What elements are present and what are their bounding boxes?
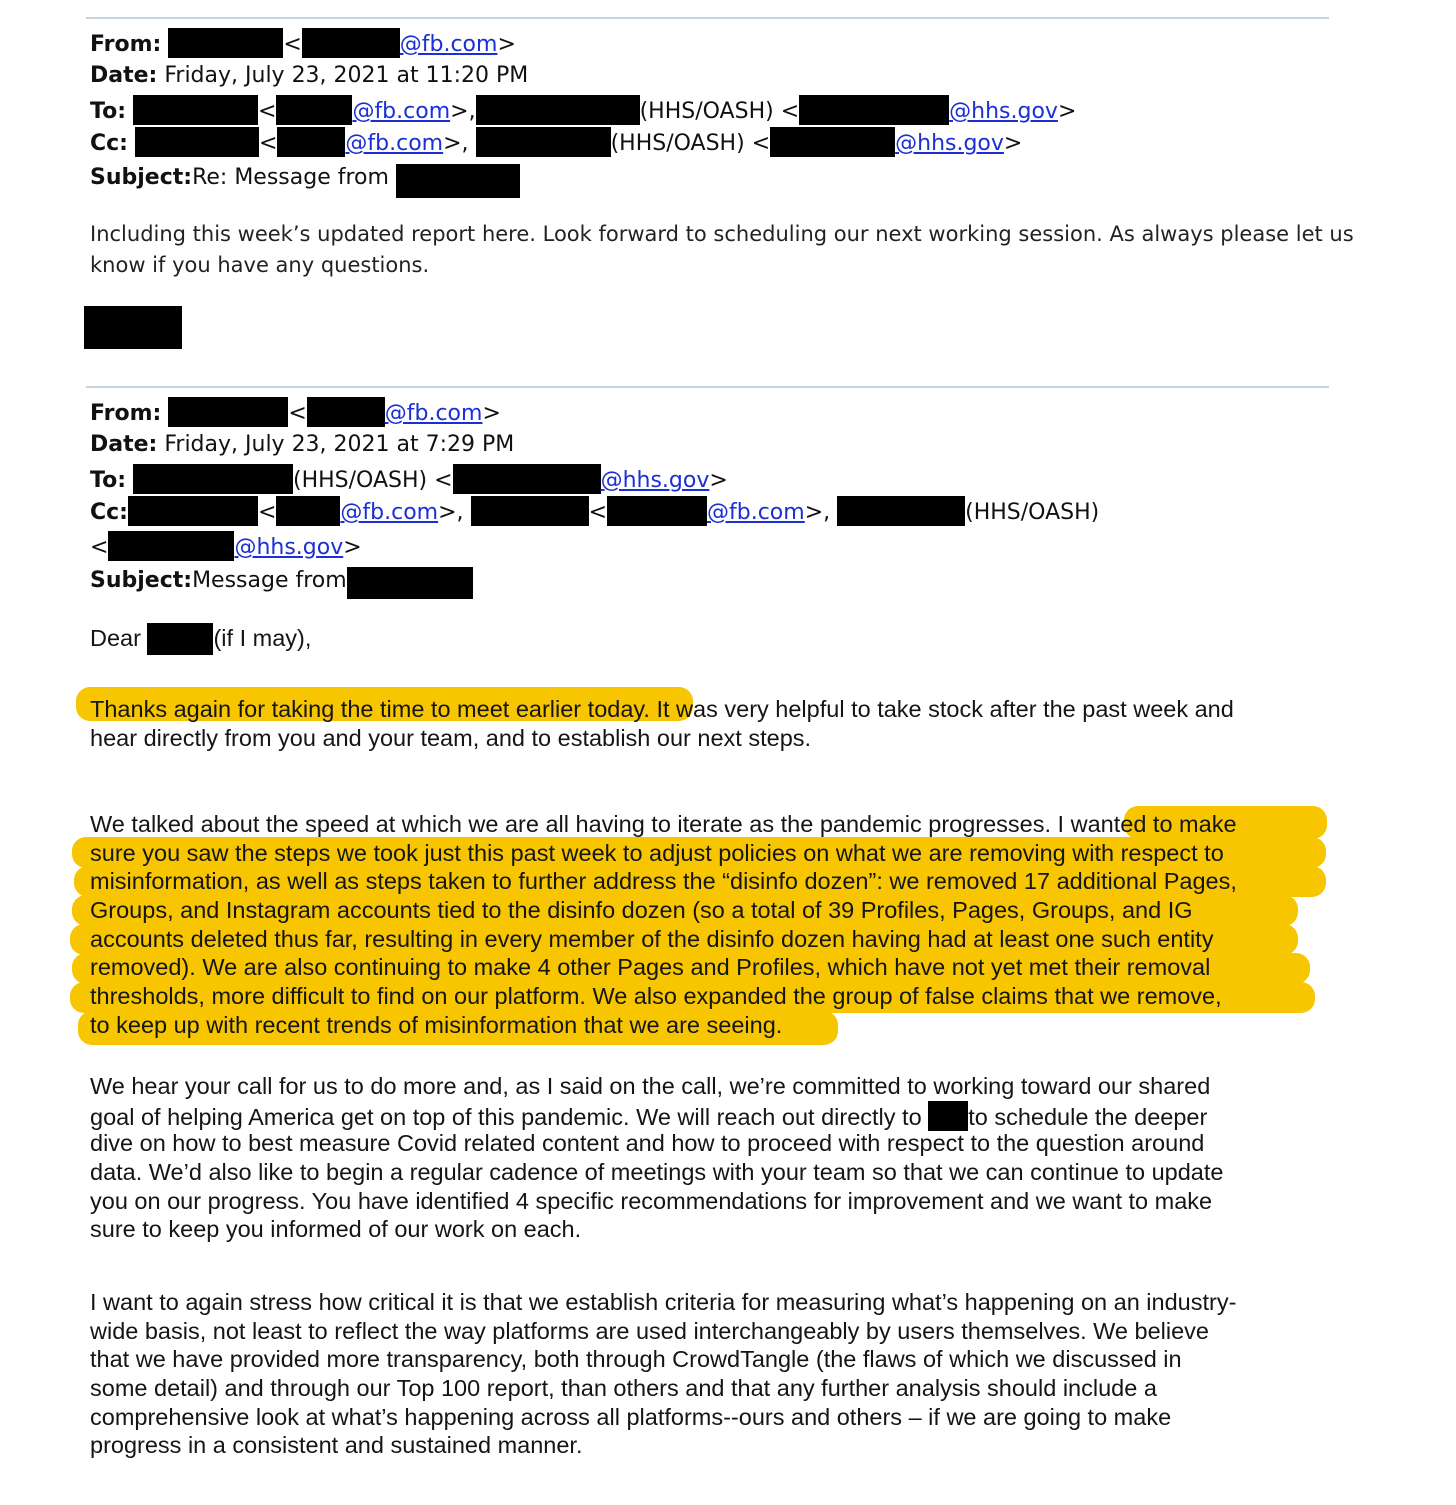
separator-rule: [86, 386, 1329, 388]
email-link[interactable]: @fb.com: [352, 99, 451, 124]
body-line: comprehensive look at what’s happening across all platforms--ours and others – if we are going to make: [90, 1403, 1172, 1430]
body-line: goal of helping America get on top of this pandemic. We will reach out directly to to schedule the deeper: [90, 1101, 1223, 1130]
redaction-block: [396, 164, 520, 198]
redaction-block: [607, 496, 707, 526]
subject-label: Subject:: [90, 568, 193, 593]
cc-label: Cc:: [90, 131, 128, 156]
body-line: dive on how to best measure Covid related content and how to proceed with respect to the question around: [90, 1130, 1205, 1157]
email1-date-line: [90, 60, 528, 92]
email2-cc-line-cont: < @hhs.gov>: [90, 531, 362, 564]
email-link[interactable]: @fb.com: [707, 500, 805, 525]
redaction-block: [476, 127, 611, 157]
separator-rule: [86, 17, 1329, 19]
email1-to-line: To: < @fb.com>, (HHS/OASH) < @hhs.gov>: [90, 95, 1076, 128]
email-link[interactable]: @fb.com: [399, 32, 498, 57]
email2-subject-line: [90, 565, 473, 599]
body-line: Groups, and Instagram accounts tied to the disinfo dozen (so a total of 39 Profiles, Pages, Groups, and IG: [90, 897, 1193, 924]
paragraph-2: [90, 810, 1237, 1040]
body-line: to keep up with recent trends of misinformation that we are seeing.: [90, 1011, 783, 1038]
email-link[interactable]: @fb.com: [345, 131, 444, 156]
body-line: wide basis, not least to reflect the way platforms are used interchangeably by users themselves. We believe: [90, 1317, 1209, 1344]
body-line: that we have provided more transparency, both through CrowdTangle (the flaws of which we discussed in: [90, 1346, 1182, 1373]
paragraph-4: [90, 1288, 1236, 1460]
email2-date-line: [90, 429, 514, 461]
redaction-block: [276, 496, 340, 526]
email2-from-line: From: < @fb.com>: [90, 397, 501, 430]
body-line: Including this week’s updated report here. Look forward to scheduling our next working session. As always please let us: [90, 222, 1354, 246]
redaction-block: [770, 127, 895, 157]
body-line: accounts deleted thus far, resulting in every member of the disinfo dozen having had at least one such entity: [90, 925, 1214, 952]
cc-label: Cc:: [90, 500, 128, 525]
redaction-block: [276, 95, 352, 125]
redaction-block: [147, 623, 213, 655]
subject-value: Message from: [192, 568, 347, 593]
email-link[interactable]: @hhs.gov: [949, 99, 1058, 124]
body-line: progress in a consistent and sustained manner.: [90, 1432, 583, 1459]
redaction-block: [347, 567, 473, 599]
email-link[interactable]: @hhs.gov: [234, 535, 344, 560]
email-link[interactable]: @fb.com: [384, 401, 483, 426]
from-label: From:: [90, 401, 162, 426]
redaction-block: [133, 95, 258, 125]
from-label: From:: [90, 32, 162, 57]
body-line: know if you have any questions.: [90, 253, 430, 277]
redaction-block: [108, 531, 234, 561]
redaction-block: [133, 464, 293, 494]
email2-to-line: To: (HHS/OASH) < @hhs.gov>: [90, 464, 728, 497]
subject-label: Subject:: [90, 165, 193, 190]
redaction-block: [135, 127, 259, 157]
body-line: you on our progress. You have identified 4 specific recommendations for improvement and we want to make: [90, 1187, 1213, 1214]
body-line: We talked about the speed at which we are all having to iterate as the pandemic progresses. I wanted to make: [90, 811, 1237, 837]
email1-cc-line: Cc: < @fb.com>, (HHS/OASH) < @hhs.gov>: [90, 127, 1022, 160]
body-line: sure you saw the steps we took just this past week to adjust policies on what we are removing with respect to: [90, 839, 1224, 866]
date-label: Date:: [90, 432, 158, 457]
body-line: misinformation, as well as steps taken to further address the “disinfo dozen”: we removed 17 additional Pages,: [90, 868, 1237, 895]
email-link[interactable]: @hhs.gov: [600, 468, 710, 493]
redaction-block: [307, 397, 385, 427]
email1-body: [90, 219, 1354, 281]
redaction-block: [453, 464, 601, 494]
redaction-block: [168, 397, 288, 427]
subject-value: Re: Message from: [192, 165, 389, 190]
redaction-block: [476, 95, 640, 125]
paragraph-1: [90, 695, 1234, 752]
email-link[interactable]: @fb.com: [340, 500, 439, 525]
greeting: Dear (if I may),: [90, 623, 311, 655]
redaction-block: [799, 95, 949, 125]
body-line: sure to keep you informed of our work on each.: [90, 1216, 582, 1243]
redaction-block: [928, 1101, 968, 1131]
redaction-block: [277, 127, 345, 157]
date-value: Friday, July 23, 2021 at 11:20 PM: [164, 63, 529, 88]
email1-from-line: From: < @fb.com>: [90, 28, 516, 61]
body-line: We hear your call for us to do more and, as I said on the call, we’re committed to working toward our shared: [90, 1073, 1211, 1099]
body-line: hear directly from you and your team, and to establish our next steps.: [90, 724, 812, 751]
redaction-block: [302, 28, 400, 58]
date-label: Date:: [90, 63, 158, 88]
redaction-block: [837, 496, 965, 526]
body-line: I want to again stress how critical it is that we establish criteria for measuring what’s happening on an industry-: [90, 1289, 1237, 1315]
redaction-block: [471, 496, 589, 526]
paragraph-3: [90, 1072, 1223, 1244]
body-line: Thanks again for taking the time to meet earlier today. It was very helpful to take stock after the past week and: [90, 696, 1234, 722]
email1-subject-line: [90, 162, 520, 198]
signature-redaction: [84, 306, 182, 349]
body-line: some detail) and through our Top 100 report, than others and that any further analysis should include a: [90, 1375, 1157, 1402]
to-label: To:: [90, 99, 126, 124]
redaction-block: [168, 28, 283, 58]
email-link[interactable]: @hhs.gov: [895, 131, 1004, 156]
email2-cc-line: Cc: < @fb.com>, < @fb.com>, (HHS/OASH): [90, 496, 1099, 529]
date-value: Friday, July 23, 2021 at 7:29 PM: [164, 432, 515, 457]
redaction-block: [128, 496, 258, 526]
body-line: removed). We are also continuing to make 4 other Pages and Profiles, which have not yet met their removal: [90, 954, 1211, 981]
to-label: To:: [90, 468, 126, 493]
body-line: data. We’d also like to begin a regular cadence of meetings with your team so that we can continue to update: [90, 1159, 1224, 1186]
body-line: thresholds, more difficult to find on our platform. We also expanded the group of false claims that we remove,: [90, 983, 1222, 1010]
